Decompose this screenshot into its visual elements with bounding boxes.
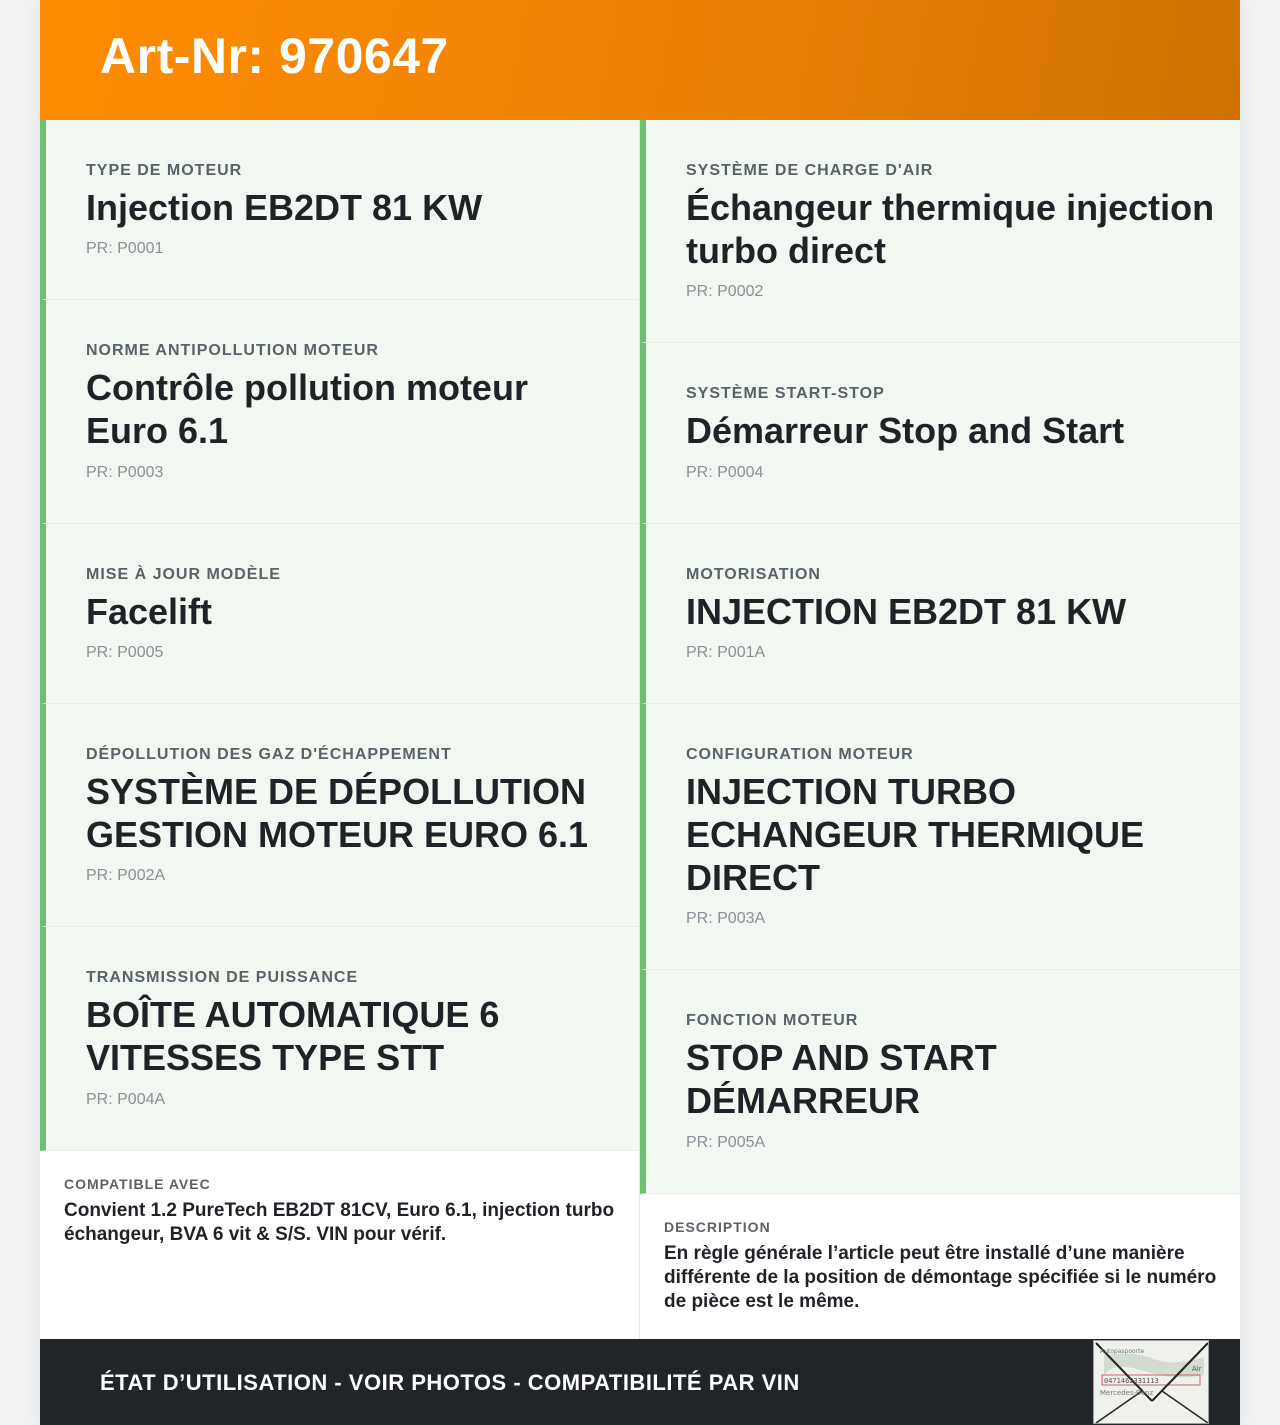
label-word: Air — [1192, 1365, 1202, 1373]
spec-cell — [40, 120, 640, 300]
spec-value: SYSTÈME DE DÉPOLLUTION GESTION MOTEUR EURO 6.1 — [86, 771, 589, 855]
footer-text: ÉTAT D’UTILISATION - VOIR PHOTOS - COMPATIBILITÉ PAR VIN — [100, 1370, 800, 1395]
description-label: DESCRIPTION — [664, 1219, 771, 1235]
spec-cell — [640, 524, 1240, 704]
compatible-text: Convient 1.2 PureTech EB2DT 81CV, Euro 6.1, injection turbo échangeur, BVA 6 vit & S/S. VIN pour vérif. — [64, 1200, 615, 1245]
spec-value: Contrôle pollution moteur Euro 6.1 — [86, 367, 528, 451]
spec-value: STOP AND START DÉMARREUR — [686, 1037, 997, 1121]
spec-value: INJECTION TURBO ECHANGEUR THERMIQUE DIRECT — [686, 771, 1145, 898]
description-block — [640, 1194, 1240, 1339]
spec-pr-code: PR: P0003 — [86, 464, 164, 481]
spec-cell — [40, 704, 640, 927]
spec-pr-code: PR: P0001 — [86, 240, 164, 257]
spec-label: TRANSMISSION DE PUISSANCE — [86, 969, 359, 986]
spec-label: FONCTION MOTEUR — [686, 1012, 859, 1029]
article-card — [40, 0, 1240, 1425]
spec-label: TYPE DE MOTEUR — [86, 162, 243, 179]
spec-pr-code: PR: P005A — [686, 1134, 766, 1151]
spec-value: Facelift — [86, 591, 213, 632]
spec-value: Échangeur thermique injection turbo direct — [686, 187, 1215, 271]
spec-cell — [640, 120, 1240, 343]
label-top-text: Autopaspoorte — [1100, 1348, 1145, 1355]
spec-pr-code: PR: P002A — [86, 867, 166, 884]
spec-pr-code: PR: P0005 — [86, 644, 164, 661]
spec-cell — [640, 970, 1240, 1194]
envelope-label-image — [1094, 1341, 1209, 1424]
spec-cell — [40, 524, 640, 704]
condition-footer — [40, 1339, 1240, 1425]
spec-pr-code: PR: P001A — [686, 644, 766, 661]
spec-pr-code: PR: P0004 — [686, 464, 764, 481]
description-text: En règle générale l’article peut être installé d’une manière différente de la position de démontage spécifiée si le numéro de pièce est le même. — [664, 1243, 1217, 1312]
spec-label: MOTORISATION — [686, 566, 821, 583]
spec-value: INJECTION EB2DT 81 KW — [686, 591, 1127, 632]
label-code: 0471462331113 — [1104, 1377, 1159, 1385]
spec-cell — [640, 704, 1240, 970]
spec-label: SYSTÈME DE CHARGE D'AIR — [686, 162, 934, 179]
spec-pr-code: PR: P004A — [86, 1091, 166, 1108]
spec-cell — [640, 343, 1240, 524]
spec-value: BOÎTE AUTOMATIQUE 6 VITESSES TYPE STT — [86, 994, 500, 1078]
compatible-block — [40, 1151, 640, 1339]
spec-value: Démarreur Stop and Start — [686, 410, 1125, 451]
spec-pr-code: PR: P003A — [686, 910, 766, 927]
spec-pr-code: PR: P0002 — [686, 283, 764, 300]
spec-label: DÉPOLLUTION DES GAZ D'ÉCHAPPEMENT — [86, 746, 452, 763]
article-number-title: Art-Nr: 970647 — [100, 28, 449, 84]
spec-value: Injection EB2DT 81 KW — [86, 187, 483, 228]
spec-cell — [40, 927, 640, 1151]
spec-label: MISE À JOUR MODÈLE — [86, 566, 281, 583]
spec-label: SYSTÈME START-STOP — [686, 385, 885, 402]
part-label-photo — [1093, 1340, 1209, 1424]
compatible-label: COMPATIBLE AVEC — [64, 1176, 211, 1192]
label-brand: Mercedes-Benz — [1100, 1389, 1154, 1397]
spec-label: CONFIGURATION MOTEUR — [686, 746, 914, 763]
article-header — [40, 0, 1240, 120]
spec-cell — [40, 300, 640, 524]
spec-label: NORME ANTIPOLLUTION MOTEUR — [86, 342, 379, 359]
